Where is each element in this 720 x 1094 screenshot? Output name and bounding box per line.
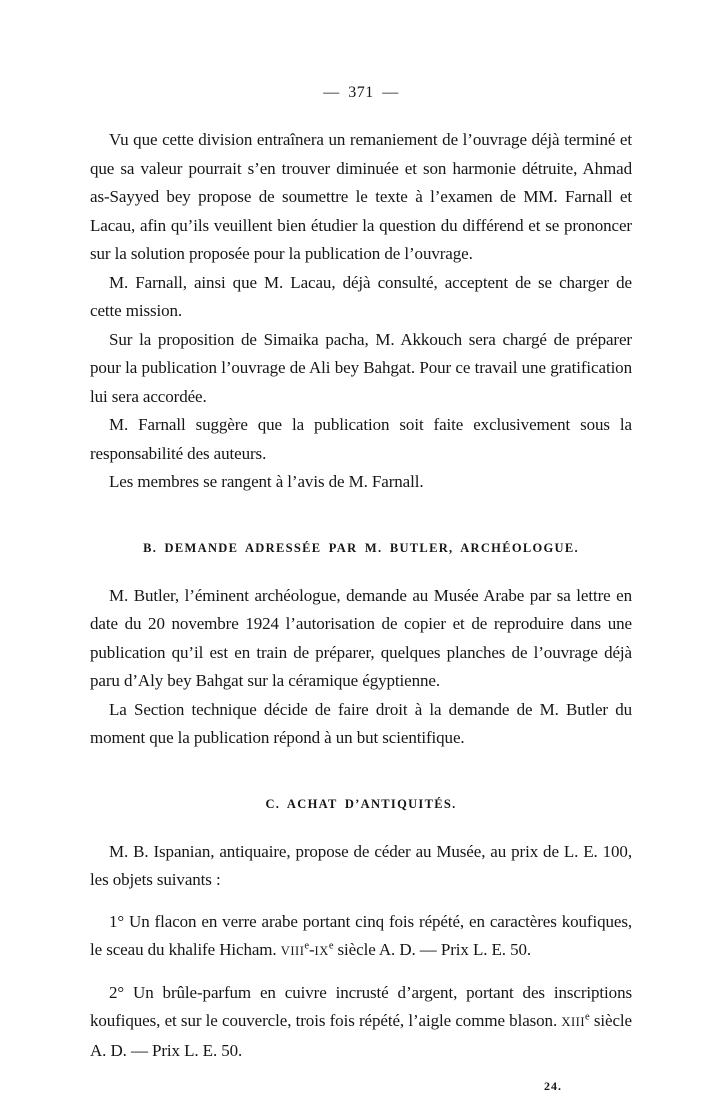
paragraph: M. Farnall suggère que la publication soit faite exclusivement sous la responsabilité des auteurs. — [90, 415, 632, 463]
paragraph: La Section technique décide de faire droit à la demande de M. Butler du moment que la publication répond à un but scientifique. — [90, 699, 632, 747]
text-run: siècle A. D. — Prix L. E. 50. — [90, 1011, 633, 1060]
signature-mark: 24. — [544, 1079, 562, 1093]
section-heading: C. ACHAT D’ANTIQUITÉS. — [265, 796, 457, 811]
text-run: siècle A. D. — Prix L. E. 50. — [333, 940, 532, 959]
paragraph: Vu que cette division entraînera un remaniement de l’ouvrage déjà terminé et que sa valeur pourrait s’en trouver diminuée et son harmonie détruite, Ahmad as-Sayyed bey propose de soumettre le texte à l’examen de MM. Farnall et Lacau, afin qu’ils veuillent bien étudier la question du différend et se prononcer sur la solution proposée pour la publication de l’ouvrage. — [90, 130, 632, 263]
paragraph: Sur la proposition de Simaika pacha, M. Akkouch sera chargé de préparer pour la publication l’ouvrage de Ali bey Bahgat. Pour ce travail une gratification lui sera accordée. — [90, 329, 632, 406]
page-body — [90, 126, 632, 1065]
paragraph: Les membres se rangent à l’avis de M. Farnall. — [109, 472, 424, 491]
text-run: 2° Un brûle-parfum en cuivre incrusté d’argent, portant des inscriptions koufiques, et sur le couvercle, trois fois répété, l’aigle comme blason. — [90, 982, 632, 1030]
text-run: - — [308, 940, 315, 959]
paragraph: M. Butler, l’éminent archéologue, demande au Musée Arabe par sa lettre en date du 20 novembre 1924 l’autorisation de copier et de reproduire dans une publication qu’il est en train de préparer, quelques planches de l’ouvrage déjà paru d’Aly bey Bahgat sur la céramique égyptienne. — [90, 585, 632, 690]
text-run-sup: e — [328, 940, 334, 952]
paragraph: M. Farnall, ainsi que M. Lacau, déjà consulté, acceptent de se charger de cette mission. — [90, 272, 632, 320]
page-number: — 371 — — [323, 84, 399, 101]
text-run-sup: e — [585, 1011, 590, 1023]
text-run: 1° Un flacon en verre arabe portant cinq fois répété, en caractères koufiques, le sceau du khalife Hicham. — [90, 911, 632, 959]
paragraph: M. B. Ispanian, antiquaire, propose de céder au Musée, au prix de L. E. 100, les objets suivants : — [90, 841, 632, 889]
catalog-item — [90, 979, 632, 1066]
text-run-smallcaps: VIII — [280, 944, 305, 958]
catalog-item — [90, 908, 632, 966]
text-run-smallcaps: XIII — [561, 1015, 586, 1029]
section-heading: B. DEMANDE ADRESSÉE PAR M. BUTLER, ARCHÉOLOGUE. — [143, 540, 579, 555]
text-run-sup: e — [304, 940, 309, 952]
text-run-smallcaps: IX — [314, 944, 329, 958]
